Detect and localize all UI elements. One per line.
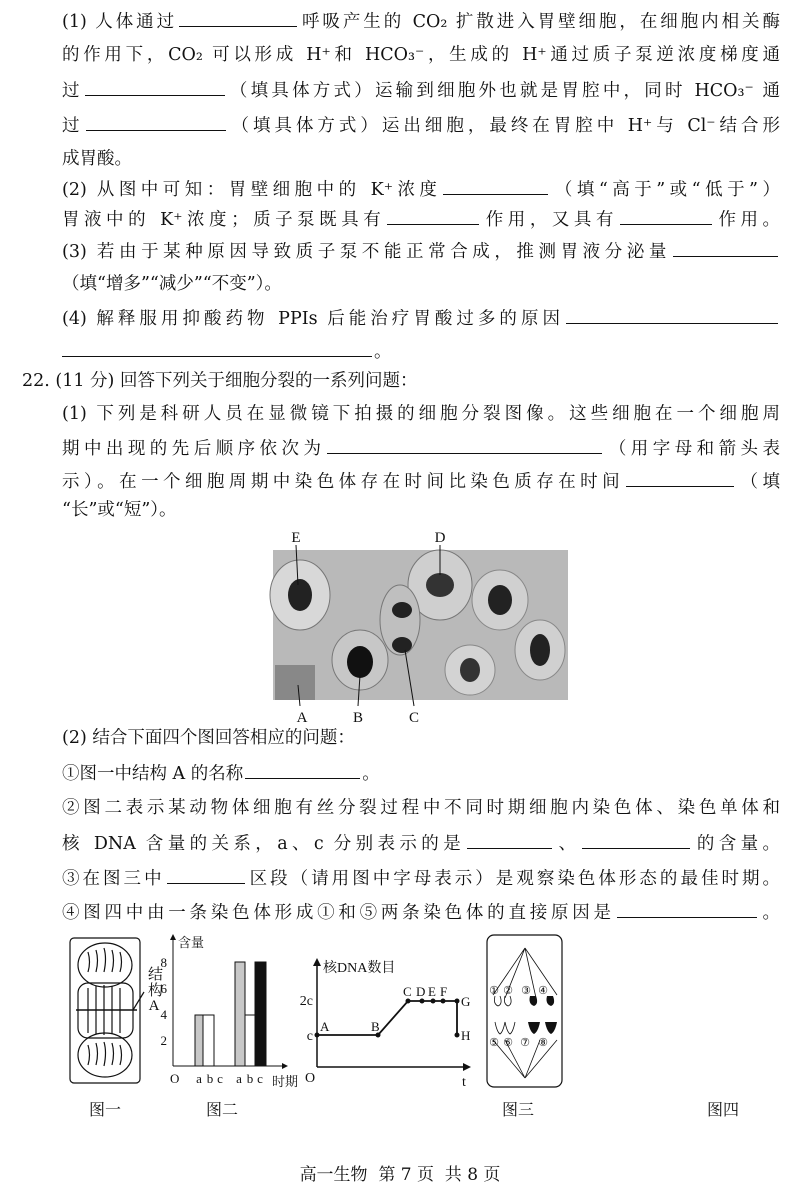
fig1-structure-a-label: 结构A bbox=[146, 966, 162, 1015]
fig4-number: ⑥ bbox=[503, 1037, 513, 1049]
text: 过 bbox=[62, 116, 84, 136]
q22-header: 22. (11 分) 回答下列关于细胞分裂的一系列问题： bbox=[22, 371, 418, 391]
fig3-point-label: D bbox=[416, 984, 426, 999]
answer-blank[interactable] bbox=[582, 830, 690, 849]
text: 胃液中的 K⁺浓度；质子泵既具有 bbox=[62, 210, 386, 230]
fig2-ytick: 2 bbox=[160, 1033, 167, 1048]
q21-line-2: 的作用下，CO₂ 可以形成 H⁺和 HCO₃⁻，生成的 H⁺通过质子泵逆浓度梯度通 bbox=[62, 45, 780, 65]
fig4-number: ③ bbox=[521, 985, 531, 997]
q21-line-5: 成胃酸。 bbox=[62, 149, 132, 169]
text: 。 bbox=[362, 764, 380, 784]
text: 示）。在一个细胞周期中染色体存在时间比染色质存在时间 bbox=[62, 472, 625, 492]
micrograph bbox=[270, 530, 568, 726]
fig2-ylabel: 含量 bbox=[178, 935, 205, 950]
fig2-xlabel: 时期 bbox=[272, 1074, 299, 1089]
text: 作用。 bbox=[713, 210, 781, 230]
text: 过 bbox=[62, 81, 83, 101]
text: ③在图三中 bbox=[62, 869, 165, 889]
q22-line-4: “长”或“短”）。 bbox=[62, 500, 177, 520]
fig3-point-label: F bbox=[440, 984, 448, 999]
q22-line-5: (2) 结合下面四个图回答相应的问题： bbox=[62, 728, 355, 748]
text: 期中出现的先后顺序依次为 bbox=[62, 439, 326, 459]
photo-label-c: C bbox=[408, 710, 420, 726]
fig2-xtick: c bbox=[257, 1071, 263, 1086]
photo-label-b: B bbox=[352, 710, 364, 726]
text: ④图四中由一条染色体形成①和⑤两条染色体的直接原因是 bbox=[62, 903, 615, 923]
fig4-number: ⑦ bbox=[520, 1037, 530, 1049]
fig4-number: ① bbox=[489, 985, 499, 997]
q22-line-9 bbox=[62, 865, 780, 891]
figure-4 bbox=[487, 935, 739, 1119]
q22-line-8 bbox=[62, 830, 780, 856]
text: (3) 若由于某种原因导致质子泵不能正常合成，推测胃液分泌量 bbox=[62, 242, 671, 262]
text: 的含量。 bbox=[692, 834, 781, 854]
text: （填“高于”或“低于”） bbox=[550, 180, 780, 200]
text: （填 bbox=[736, 472, 781, 492]
fig3-point-label: B bbox=[371, 1019, 380, 1034]
q22-line-10 bbox=[62, 899, 780, 925]
text: ①图一中结构 A 的名称 bbox=[62, 764, 244, 784]
answer-blank[interactable] bbox=[245, 760, 360, 779]
fig3-ytick: c bbox=[306, 1029, 313, 1044]
fig2-xtick: b bbox=[206, 1071, 214, 1086]
figure-2 bbox=[161, 934, 299, 1119]
photo-label-d: D bbox=[434, 530, 446, 546]
text: （用字母和箭头表 bbox=[604, 439, 781, 459]
fig4-number: ② bbox=[503, 985, 513, 997]
fig3-ytick: 2c bbox=[299, 994, 313, 1009]
photo-label-e: E bbox=[291, 530, 301, 546]
fig3-point-label: A bbox=[320, 1019, 330, 1034]
fig2-origin: O bbox=[170, 1071, 180, 1086]
photo-label-a: A bbox=[296, 710, 308, 726]
text: (4) 解释服用抑酸药物 PPIs 后能治疗胃酸过多的原因 bbox=[62, 309, 564, 329]
answer-blank[interactable] bbox=[167, 865, 245, 884]
text: 作用，又具有 bbox=[481, 210, 618, 230]
text: 。 bbox=[758, 903, 781, 923]
fig4-number: ⑤ bbox=[489, 1037, 499, 1049]
text: (2) 从图中可知：胃壁细胞中的 K⁺浓度 bbox=[62, 180, 442, 200]
fig4-caption: 图四 bbox=[706, 1102, 740, 1119]
bar-a-1 bbox=[195, 1015, 203, 1066]
fig1-caption: 图一 bbox=[88, 1102, 122, 1119]
fig2-ytick: 8 bbox=[160, 955, 167, 970]
fig2-ytick: 6 bbox=[160, 981, 167, 996]
fig3-point-label: G bbox=[461, 994, 471, 1009]
text: (1) 人体通过 bbox=[62, 12, 178, 32]
text: 核 DNA 含量的关系，a、c 分别表示的是 bbox=[62, 834, 466, 854]
fig3-point-label: C bbox=[403, 984, 412, 999]
bar-b-1 bbox=[203, 1015, 214, 1066]
fig2-xtick: a bbox=[236, 1071, 242, 1086]
q22-line-7: ②图二表示某动物体细胞有丝分裂过程中不同时期细胞内染色体、染色单体和 bbox=[62, 798, 780, 818]
fig2-xtick: b bbox=[246, 1071, 254, 1086]
q22-line-6 bbox=[62, 760, 780, 786]
bar-a-2 bbox=[235, 962, 245, 1066]
page-footer: 高一生物 第 7 页 共 8 页 bbox=[299, 1165, 501, 1185]
fig3-point-label: E bbox=[428, 984, 436, 999]
fig4-number: ⑧ bbox=[538, 1037, 548, 1049]
text: （填具体方式）运输到细胞外也就是胃腔中，同时 HCO₃⁻ 通 bbox=[226, 81, 781, 101]
fig4-number: ④ bbox=[538, 985, 548, 997]
fig3-ylabel: 核DNA数目 bbox=[323, 961, 396, 976]
answer-blank[interactable] bbox=[617, 899, 757, 918]
text: 。 bbox=[374, 342, 392, 362]
text: 呼吸产生的 CO₂ 扩散进入胃壁细胞，在细胞内相关酶 bbox=[299, 12, 780, 32]
answer-blank[interactable] bbox=[467, 830, 552, 849]
figure-1 bbox=[70, 938, 144, 1083]
text: 、 bbox=[554, 834, 581, 854]
text: （填具体方式）运出细胞，最终在胃腔中 H⁺与 Cl⁻结合形 bbox=[227, 116, 780, 136]
bar-c-2 bbox=[255, 962, 266, 1066]
fig2-caption: 图二 bbox=[205, 1102, 239, 1119]
fig2-xtick: a bbox=[196, 1071, 202, 1086]
text: 区段（请用图中字母表示）是观察染色体形态的最佳时期。 bbox=[246, 869, 781, 889]
q22-line-1: (1) 下列是科研人员在显微镜下拍摄的细胞分裂图像。这些细胞在一个细胞周 bbox=[62, 404, 780, 424]
fig3-xlabel: t bbox=[462, 1075, 466, 1090]
fig3-point-label: H bbox=[461, 1028, 471, 1043]
fig3-origin: O bbox=[305, 1071, 316, 1086]
fig2-xtick: c bbox=[217, 1071, 223, 1086]
fig3-caption: 图三 bbox=[501, 1102, 535, 1119]
q21-line-9: （填“增多”“减少”“不变”）。 bbox=[62, 274, 282, 294]
bar-b-2 bbox=[245, 1015, 255, 1066]
fig2-ytick: 4 bbox=[160, 1007, 167, 1022]
